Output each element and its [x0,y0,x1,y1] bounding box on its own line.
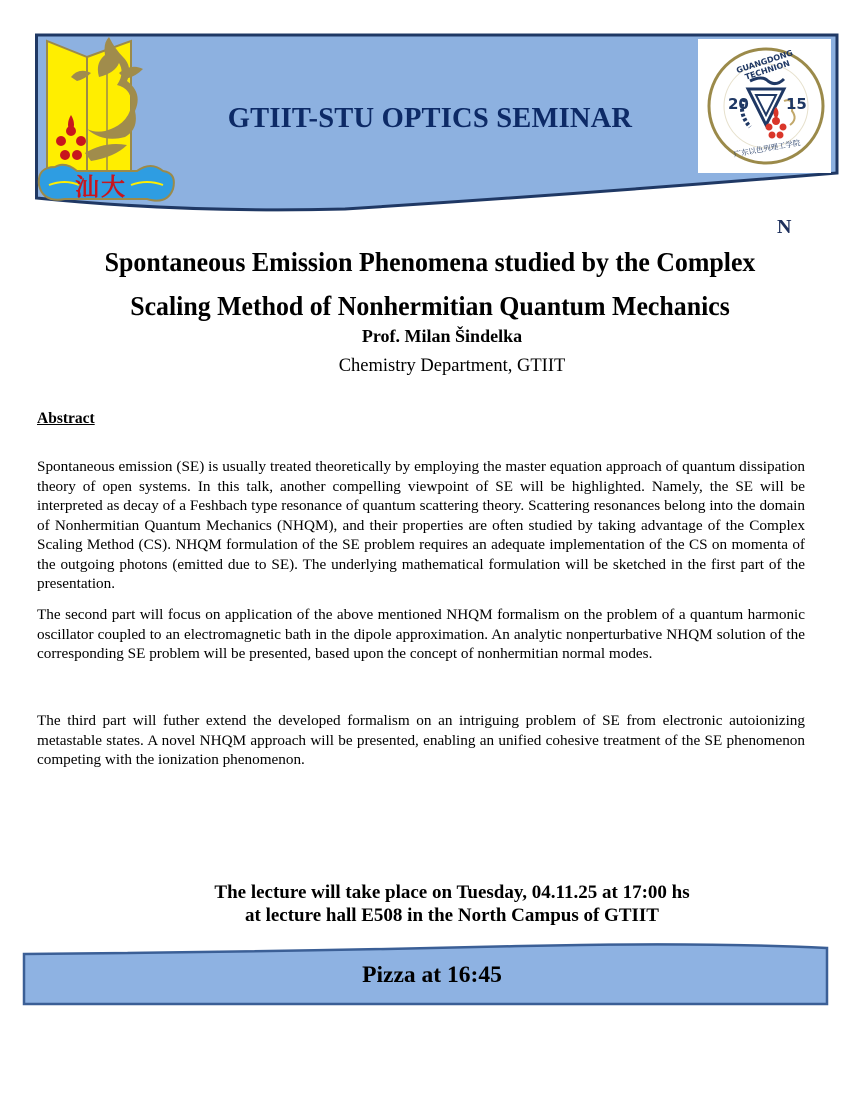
lecture-info [0,881,864,927]
header-banner [35,33,839,213]
talk-title-line-2: Scaling Method of Nonhermitian Quantum Mechanics [130,290,730,321]
corner-mark: N [777,216,792,238]
technion-ring-text: GUANGDONG TECHNION [735,48,795,82]
shantou-university-logo [35,33,180,203]
seminar-title: GTIIT-STU OPTICS SEMINAR [227,103,633,134]
shantou-logo-characters: 汕大 [75,173,127,201]
technion-year-right: 15 [786,95,807,113]
abstract-paragraph-1: Spontaneous emission (SE) is usually treated theoretically by employing the master equation approach of quantum dissipation theory of open systems. In this talk, another compelling viewpoint of SE will be highlighted. Namely, the SE will be interpreted as decay of a Feshbach type resonance of quantum scattering theory. Scattering resonances belong into the domain of Nonhermitian Quantum Mechanics (NHQM), and their properties are often studied by taking advantage of the Complex Scaling Method (CS). NHQM formulation of the SE problem requires an adequate implementation of the CS on momenta of the outgoing photons (emitted due to SE). The underlying mathematical formulation will be sketched in the first part of the presentation. [37,458,805,592]
talk-title-line-1: Spontaneous Emission Phenomena studied by the Complex [104,246,756,277]
abstract-paragraph-2: The second part will focus on application of the above mentioned NHQM formalism on the problem of a quantum harmonic oscillator coupled to an electromagnetic bath in the dipole approximation. An analytic nonperturbative NHQM solution of the corresponding SE problem will be presented, based upon the concept of nonhermitian normal modes. [37,606,805,662]
guangdong-technion-logo [698,39,831,173]
lecture-date-time: The lecture will take place on Tuesday, 04.11.25 at 17:00 hs [214,882,690,903]
abstract-paragraph-3: The third part will futher extend the developed formalism on an intriguing problem of SE from electronic autoionizing metastable states. A novel NHQM approach will be presented, enabling an unified cohesive treatment of the SE phenomenon competing with the ionization phenomenon. [37,712,805,768]
pizza-announcement: Pizza at 16:45 [362,962,502,988]
talk-title [54,240,806,328]
technion-year-left: 20 [728,95,749,113]
abstract-heading: Abstract [37,410,95,427]
technion-chinese-text: 广东以色列理工学院 [732,138,802,159]
speaker-affiliation: Chemistry Department, GTIIT [338,356,566,376]
lecture-location: at lecture hall E508 in the North Campus of GTIIT [245,905,659,926]
speaker-name: Prof. Milan Šindelka [361,326,523,346]
